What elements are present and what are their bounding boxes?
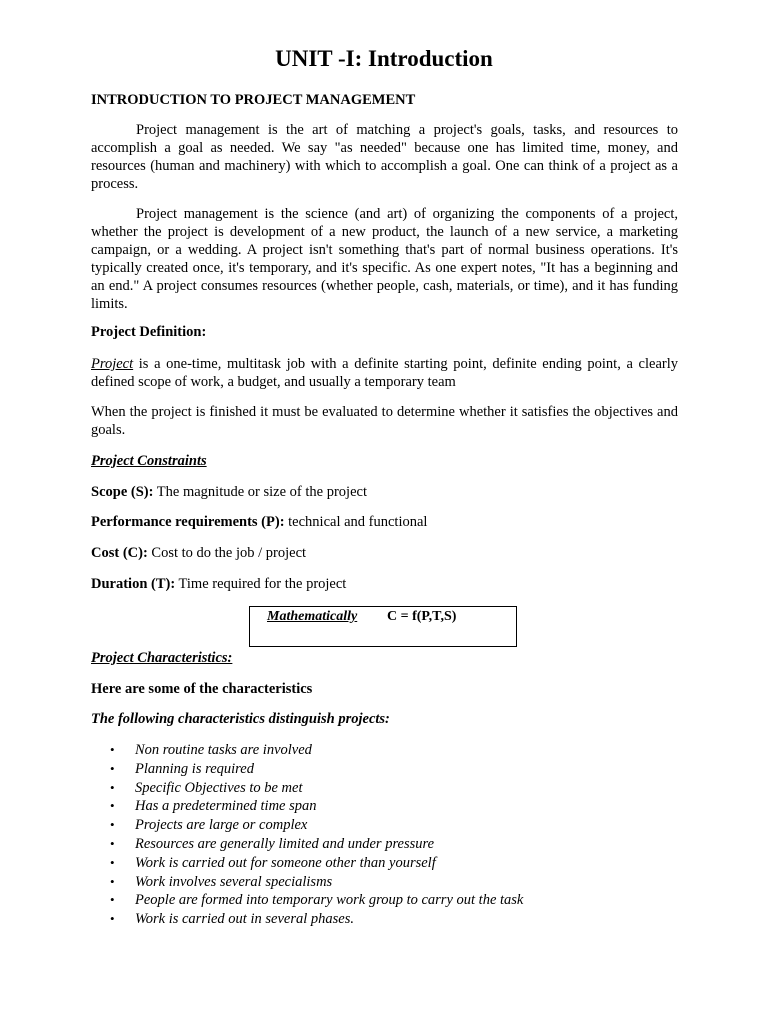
section-heading: INTRODUCTION TO PROJECT MANAGEMENT	[91, 92, 416, 108]
intro-paragraph-2: Project management is the science (and art) of organizing the components of a project, whether the project is development of a new product, the launch of a new service, a marketing campaign, or a wedding. A project isn't something that's part of normal business operations. It's typically created once, it's temporary, and it's specific. As one expert notes, "It has a beginning and an end." A project consumes resources (whether people, cash, materials, or time), and it has funding limits.	[91, 206, 678, 312]
project-term: Project	[91, 356, 134, 372]
list-item	[110, 797, 670, 816]
list-item	[110, 835, 670, 854]
bullet-icon: •	[110, 760, 115, 776]
bullet-icon: •	[110, 817, 115, 833]
formula-box	[249, 606, 517, 647]
list-item	[110, 779, 670, 798]
definition-heading: Project Definition:	[91, 324, 207, 340]
constraint-cost	[91, 543, 306, 563]
list-item	[110, 891, 670, 910]
characteristics-heading	[91, 648, 232, 668]
bullet-icon: •	[110, 779, 115, 795]
constraint-text: Cost to do the job / project	[147, 545, 307, 561]
formula-equation: C = f(P,T,S)	[387, 609, 457, 624]
bullet-icon: •	[110, 911, 115, 927]
list-item-text: Has a predetermined time span	[135, 798, 317, 815]
list-item-text: Non routine tasks are involved	[135, 742, 312, 758]
list-item	[110, 910, 670, 929]
constraints-heading	[91, 451, 207, 471]
constraint-performance	[91, 512, 427, 532]
formula-label: Mathematically	[267, 609, 358, 624]
list-item	[110, 760, 670, 779]
list-item-text: Specific Objectives to be met	[135, 779, 303, 796]
list-item-text: Resources are generally limited and under pressure	[135, 835, 435, 852]
constraint-text: technical and functional	[284, 514, 428, 530]
constraint-label: Cost (C):	[91, 545, 148, 561]
list-item-text: Projects are large or complex	[135, 817, 308, 834]
list-item-text: Work is carried out in several phases.	[135, 911, 354, 928]
bullet-icon: •	[110, 873, 115, 889]
constraint-label: Scope (S):	[91, 484, 154, 500]
characteristics-subheading: Here are some of the characteristics	[91, 681, 313, 697]
characteristics-list	[110, 741, 670, 929]
constraint-scope	[91, 482, 367, 502]
list-item-text: Work involves several specialisms	[135, 873, 333, 890]
list-item	[110, 854, 670, 873]
list-item	[110, 873, 670, 892]
bullet-icon: •	[110, 835, 115, 851]
constraints-heading-text: Project Constraints	[91, 453, 207, 469]
intro-paragraph-1: Project management is the art of matching a project's goals, tasks, and resources to accomplish a goal as needed. We say "as needed" because one has limited time, money, and resources (human and machinery) with which to accomplish a goal. One can think of a project as a process.	[91, 122, 678, 192]
characteristics-heading-text: Project Characteristics:	[91, 650, 233, 666]
list-item-text: Planning is required	[135, 760, 254, 777]
evaluation-paragraph: When the project is finished it must be evaluated to determine whether it satisfies the objectives and goals.	[91, 404, 678, 438]
bullet-icon: •	[110, 854, 115, 870]
bullet-icon: •	[110, 742, 115, 757]
definition-paragraph	[91, 355, 678, 391]
constraint-duration	[91, 574, 346, 594]
constraint-text: Time required for the project	[175, 576, 347, 592]
bullet-icon: •	[110, 892, 115, 908]
definition-text: is a one-time, multitask job with a definite starting point, definite ending point, a clearly defined scope of work, a budget, and usually a temporary team	[91, 356, 678, 390]
characteristics-intro: The following characteristics distinguish projects:	[91, 711, 390, 727]
constraint-label: Performance requirements (P):	[91, 514, 285, 530]
list-item-text: Work is carried out for someone other than yourself	[135, 854, 436, 871]
list-item	[110, 816, 670, 835]
page-title: UNIT -I: Introduction	[275, 46, 493, 71]
constraint-label: Duration (T):	[91, 576, 176, 592]
constraint-text: The magnitude or size of the project	[153, 484, 367, 500]
list-item	[110, 741, 670, 760]
list-item-text: People are formed into temporary work group to carry out the task	[135, 892, 524, 909]
bullet-icon: •	[110, 798, 115, 814]
